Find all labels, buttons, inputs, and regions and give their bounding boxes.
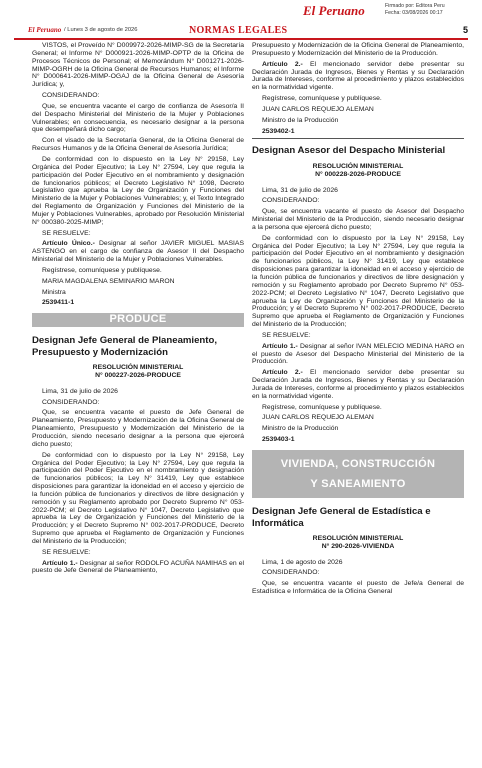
place-date: Lima, 1 de agosto de 2026 xyxy=(262,558,343,566)
digital-signature-block xyxy=(0,0,482,22)
paragraph: De conformidad con lo dispuesto en la Ley N° 29158, Ley Orgánica del Poder Ejecutivo; la Ley N° 27594, Ley que regula la participación del Poder Ejecutivo en el nombramiento y designación de funcionarios públicos; el Decreto Legislativo N° 1098, Decreto Legislativo que aprueba la Ley de Organización y Funciones del Ministerio de la Mujer y Poblaciones Vulnerables; y, el Texto Integrado del Reglamento de Organización y Funciones del Ministerio de la Mujer y Poblaciones Vulnerables, aprobado por Resolución Ministerial N° 000380-2025-MIMP; xyxy=(32,155,244,226)
closing-line: Regístrese, comuníquese y publíquese. xyxy=(262,95,382,103)
publication-code: 2539402-1 xyxy=(262,127,295,135)
signatory-role: Ministra xyxy=(42,288,66,296)
article-paragraph: Artículo Único.- Designar al señor JAVIER MIGUEL MASIAS ASTENGO en el cargo de confianza de Asesor II del Despacho Ministerial del Ministerio de la Mujer y Poblaciones Vulnerables. xyxy=(32,240,244,264)
resuelve-heading: SE RESUELVE: xyxy=(42,548,91,556)
resolution-title: Designan Asesor del Despacho Ministerial xyxy=(252,145,446,157)
paragraph: Con el visado de la Secretaría General, de la Oficina General de Recursos Humanos y de la Oficina General de Asesoría Jurídica; xyxy=(32,137,244,153)
article-paragraph: Artículo 2.- El mencionado servidor debe presentar su Declaración Jurada de Ingresos, Bienes y Rentas y su Declaración Jurada de Intereses, conforme al procedimiento y plazos establecidos en la normatividad vigente. xyxy=(252,369,465,400)
resolution-title: Designan Jefe General de Estadística e Informática xyxy=(252,506,431,529)
signatory-name: JUAN CARLOS REQUEJO ALEMAN xyxy=(262,414,374,422)
section-title: NORMAS LEGALES xyxy=(189,25,288,36)
considerando-heading: CONSIDERANDO: xyxy=(42,398,100,406)
article-paragraph: Artículo 1.- Designar al señor IVAN MELECIO MEDINA HARO en el puesto de Asesor del Despacho Ministerial del Ministerio de la Producción. xyxy=(252,342,464,366)
paragraph: De conformidad con lo dispuesto por la Ley N° 29158, Ley Orgánica del Poder Ejecutivo; la Ley N° 27594, Ley que regula la participación del Poder Ejecutivo en el nombramiento y designación de funcionarios públicos, la Ley N° 31419, Ley que establece disposiciones para garantizar la idoneidad en el acceso y ejercicio de la función pública de funcionarios y directivos de libre designación y remoción y su Reglamento aprobado por Decreto Supremo N° 053-2022-PCM; el Decreto Legislativo N° 1047, Decreto Legislativo que aprueba la Ley de Organización y Funciones del Ministerio de la Producción; y el Decreto Supremo N° 002-2017-PRODUCE, Decreto Supremo que aprueba el Reglamento de Organización y Funciones del Ministerio de la Producción; xyxy=(252,234,464,329)
paragraph: Que, se encuentra vacante el cargo de confianza de Asesor/a II del Despacho Ministerial del Ministerio de la Mujer y Poblaciones Vulnerables; en consecuencia, es necesario designar a la persona que desempeñará dicho cargo; xyxy=(32,102,244,134)
place-date: Lima, 31 de julio de 2026 xyxy=(262,186,338,194)
closing-line: Regístrese, comuníquese y publíquese. xyxy=(262,403,382,411)
paragraph: Que, se encuentra vacante el puesto de Jefe General de Planeamiento, Presupuesto y Modernización de la Oficina General de Planeamiento, Presupuesto y Modernización del Ministerio de la Producción, siendo necesario designar a la persona que ejercerá dicho puesto; xyxy=(32,409,244,448)
paragraph: De conformidad con lo dispuesto por la Ley N° 29158, Ley Orgánica del Poder Ejecutivo; la Ley N° 27594, Ley que regula la participación del Poder Ejecutivo en el nombramiento y designación de funcionarios públicos; la Ley N° 31419, Ley que establece disposiciones para garantizar la idoneidad en el acceso y ejercicio de la función pública de funcionarios y directivos de libre designación y remoción y su Reglamento aprobado por Decreto Supremo N° 053-2022-PCM; el Decreto Legislativo N° 1047, Decreto Legislativo que aprueba la Ley de Organización y Funciones del Ministerio de la Producción; y el Decreto Supremo N° 002-2017-PRODUCE, Decreto Supremo que aprueba el Reglamento de Organización y Funciones del Ministerio de la Producción; xyxy=(32,451,244,545)
header-date: / Lunes 3 de agosto de 2026 xyxy=(64,27,138,33)
publication-code: 2539411-1 xyxy=(42,299,75,307)
signatory-role: Ministro de la Producción xyxy=(262,425,339,433)
page-header xyxy=(14,24,468,40)
divider xyxy=(252,138,464,139)
signatory-role: Ministro de la Producción xyxy=(262,116,339,124)
closing-line: Regístrese, comuníquese y publíquese. xyxy=(42,266,162,274)
signatory-name: JUAN CARLOS REQUEJO ALEMAN xyxy=(262,105,374,113)
resolution-number: RESOLUCIÓN MINISTERIAL N° 000227-2026-PRODUCE xyxy=(92,364,184,379)
place-date: Lima, 31 de julio de 2026 xyxy=(42,387,118,395)
resolution-number: RESOLUCIÓN MINISTERIAL N° 290-2026-VIVIENDA xyxy=(312,535,404,550)
header-logo: El Peruano xyxy=(28,26,62,34)
left-column xyxy=(32,42,244,578)
publication-code: 2539403-1 xyxy=(262,436,295,444)
resolution-title: Designan Jefe General de Planeamiento, Presupuesto y Modernización xyxy=(32,335,218,358)
ministry-banner: PRODUCE xyxy=(32,313,244,327)
right-column xyxy=(252,42,464,599)
considerando-heading: CONSIDERANDO: xyxy=(42,92,100,100)
considerando-heading: CONSIDERANDO: xyxy=(262,569,320,577)
resolution-number: RESOLUCIÓN MINISTERIAL N° 000228-2026-PRODUCE xyxy=(312,162,404,178)
paragraph: Que, se encuentra vacante el puesto de Asesor del Despacho Ministerial del Ministerio de la Producción, siendo necesario designar a la persona que ejercerá dicho puesto; xyxy=(252,208,464,231)
paragraph: Que, se encuentra vacante el puesto de Jefe/a General de Estadística e Informática de la Oficina General xyxy=(252,580,464,596)
resuelve-heading: SE RESUELVE: xyxy=(262,331,311,339)
page-number: 5 xyxy=(462,25,468,35)
signature-text: Firmado por: Editora Peru Fecha: 03/08/2026 00:17 xyxy=(385,3,445,16)
el-peruano-logo: El Peruano xyxy=(303,3,365,18)
signatory-name: MARIA MAGDALENA SEMINARIO MARON xyxy=(42,277,175,285)
vistos-paragraph: VISTOS, el Proveído N° D009972-2026-MIMP-SG de la Secretaría General; el Informe N° D000921-2026-MIMP-OPTP de la Oficina de Procesos Técnicos de Personal; el Memorándum N° D001271-2026-MIMP-OGRH de la Oficina General de Recursos Humanos; el Informe N° D000641-2026-MIMP-OGAJ de la Oficina General de Asesoría Jurídica; y, xyxy=(32,42,244,89)
ministry-banner: VIVIENDA, CONSTRUCCIÓN Y SANEAMIENTO xyxy=(252,450,464,498)
paragraph: Presupuesto y Modernización de la Oficina General de Planeamiento, Presupuesto y Modernización del Ministerio de la Producción. xyxy=(252,42,464,57)
article-paragraph: Artículo 2.- El mencionado servidor debe presentar su Declaración Jurada de Ingresos, Bienes y Rentas y su Declaración Jurada de Intereses, conforme al procedimiento y plazos establecidos en la normatividad vigente. xyxy=(252,60,465,92)
considerando-heading: CONSIDERANDO: xyxy=(262,197,320,205)
article-paragraph: Artículo 1.- Designar al señor RODOLFO ACUÑA NAMIHAS en el puesto de Jefe General de Planeamiento, xyxy=(32,559,244,575)
resuelve-heading: SE RESUELVE: xyxy=(42,229,91,237)
